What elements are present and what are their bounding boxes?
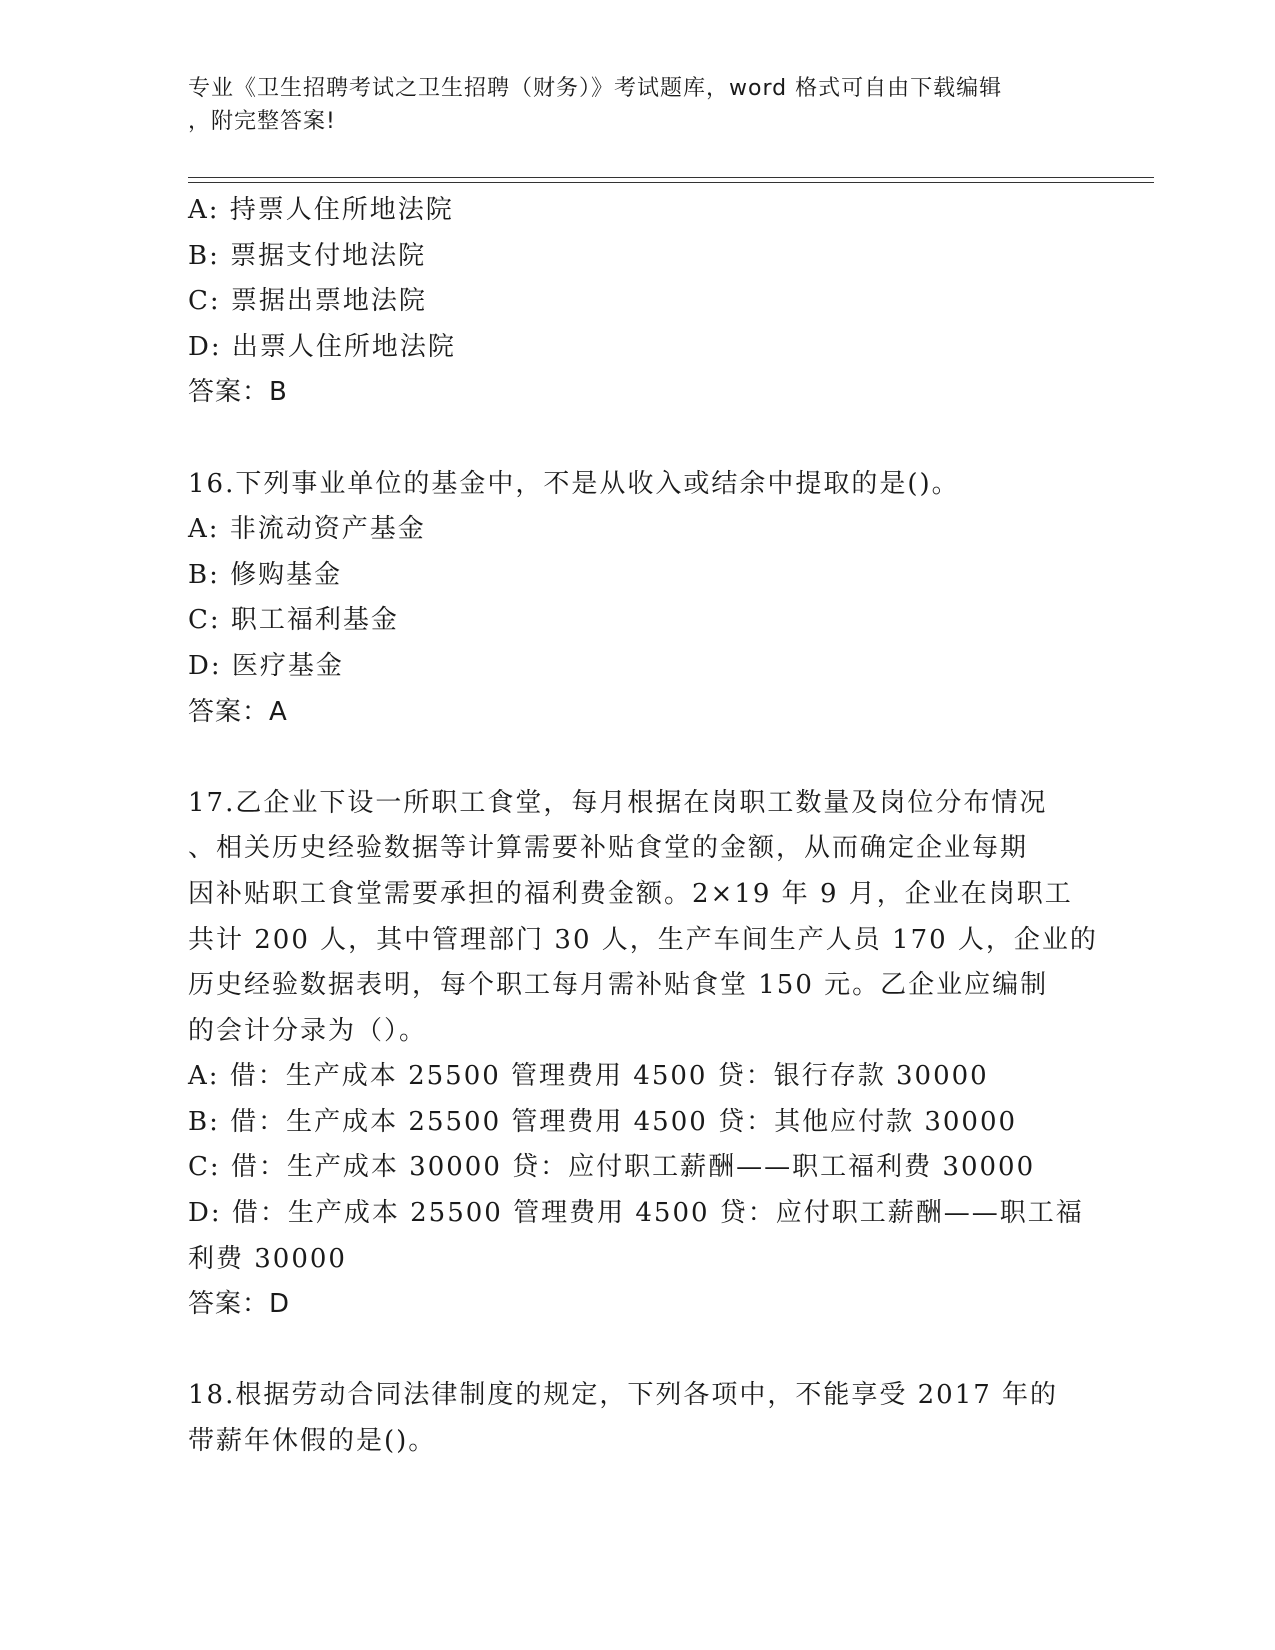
question-stem: 16.下列事业单位的基金中，不是从收入或结余中提取的是()。 (188, 468, 960, 499)
answer: 答案：B (188, 377, 288, 408)
option-c: C: 职工福利基金 (188, 605, 399, 636)
header-line-1: 专业《卫生招聘考试之卫生招聘（财务）》考试题库，word 格式可自由下载编辑 (188, 76, 1003, 101)
document-header (188, 72, 1068, 138)
answer: 答案：D (188, 1289, 291, 1320)
option-d-continued: 利费 30000 (188, 1243, 347, 1274)
option-d: D: 出票人住所地法院 (188, 331, 456, 362)
question-stem-line: 18.根据劳动合同法律制度的规定，下列各项中，不能享受 2017 年的 (188, 1380, 1059, 1411)
question-stem-line: 带薪年休假的是()。 (188, 1426, 437, 1457)
option-a: A: 借：生产成本 25500 管理费用 4500 贷：银行存款 30000 (188, 1061, 989, 1092)
spacer (188, 1328, 1088, 1374)
question-17 (188, 781, 1098, 1328)
answer: 答案：A (188, 696, 288, 727)
question-stem-line: 共计 200 人，其中管理部门 30 人，生产车间生产人员 170 人，企业的 (188, 924, 1098, 955)
option-d: D: 借：生产成本 25500 管理费用 4500 贷：应付职工薪酬——职工福 (188, 1198, 1084, 1229)
option-d: D: 医疗基金 (188, 650, 344, 681)
question-15 (188, 188, 1088, 416)
option-b: B: 票据支付地法院 (188, 240, 427, 271)
question-stem-line: 因补贴职工食堂需要承担的福利费金额。2×19 年 9 月，企业在岗职工 (188, 878, 1073, 909)
option-c: C: 票据出票地法院 (188, 286, 427, 317)
document-body (188, 188, 1098, 1465)
option-a: A: 非流动资产基金 (188, 514, 426, 545)
question-16 (188, 462, 1088, 736)
header-rule-bottom (188, 182, 1154, 183)
question-stem-line: 历史经验数据表明，每个职工每月需补贴食堂 150 元。乙企业应编制 (188, 970, 1049, 1001)
question-stem-line: 17.乙企业下设一所职工食堂，每月根据在岗职工数量及岗位分布情况 (188, 787, 1048, 818)
option-b: B: 借：生产成本 25500 管理费用 4500 贷：其他应付款 30000 (188, 1106, 1018, 1137)
question-18 (188, 1373, 1088, 1464)
spacer (188, 416, 1088, 462)
option-b: B: 修购基金 (188, 559, 343, 590)
question-stem-line: 、相关历史经验数据等计算需要补贴食堂的金额，从而确定企业每期 (188, 833, 1029, 864)
option-c: C: 借：生产成本 30000 贷：应付职工薪酬——职工福利费 30000 (188, 1152, 1036, 1183)
option-a: A: 持票人住所地法院 (188, 195, 454, 225)
header-line-2: ，附完整答案! (188, 109, 336, 134)
question-stem-line: 的会计分录为（）。 (188, 1015, 428, 1046)
header-rule-top (188, 177, 1154, 178)
spacer (188, 735, 1088, 781)
